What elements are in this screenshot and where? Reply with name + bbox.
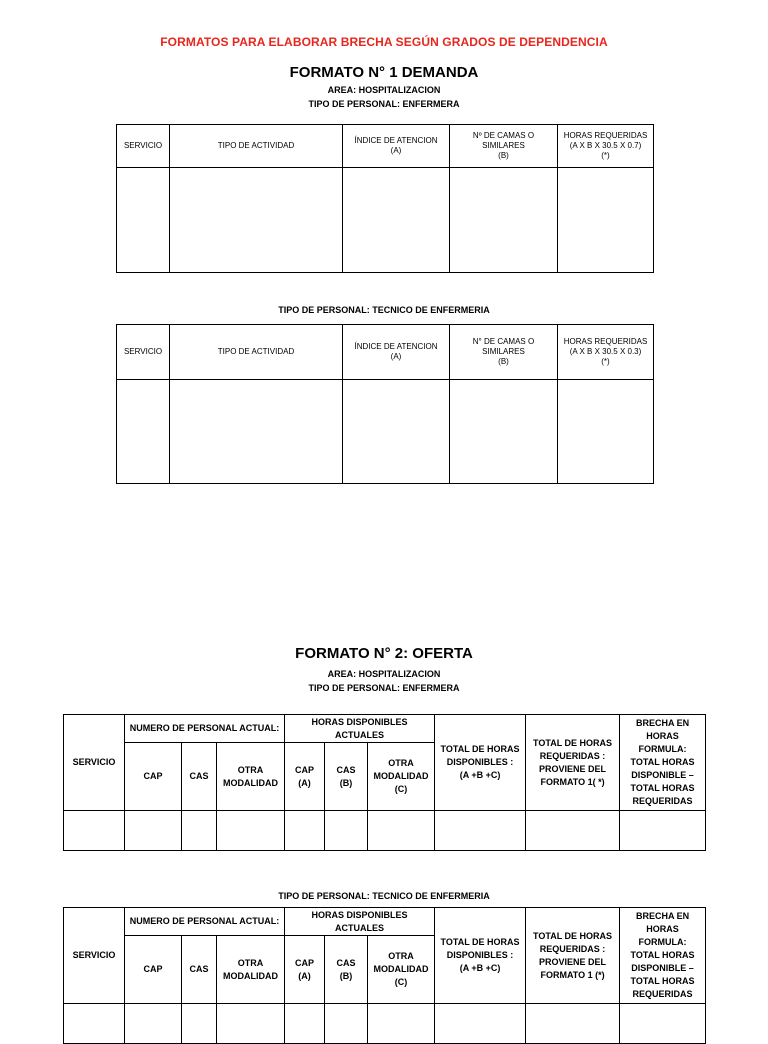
formato1-personal-enfermera: TIPO DE PERSONAL: ENFERMERA	[308, 99, 460, 109]
formato2-title: FORMATO N° 2: OFERTA	[295, 645, 473, 662]
header-tipo-actividad: TIPO DE ACTIVIDAD	[170, 325, 343, 380]
document-heading: FORMATOS PARA ELABORAR BRECHA SEGÚN GRADOS DE DEPENDENCIA	[160, 35, 608, 49]
header-cap: CAP	[125, 936, 182, 1004]
table-row	[117, 380, 654, 484]
cell-horas-requeridas[interactable]	[558, 168, 654, 273]
cell-horas-requeridas[interactable]	[558, 380, 654, 484]
header-cas: CAS	[182, 743, 217, 811]
header-otra-modalidad: OTRA MODALIDAD	[217, 743, 285, 811]
header-horas-requeridas: HORAS REQUERIDAS (A X B X 30.5 X 0.7) (*)	[558, 125, 654, 168]
cell-servicio[interactable]	[117, 380, 170, 484]
formato1-table-tecnico	[116, 324, 654, 484]
cell-cas[interactable]	[182, 811, 217, 851]
header-cap-a: CAP (A)	[285, 743, 325, 811]
header-horas-requeridas: HORAS REQUERIDAS (A X B X 30.5 X 0.3) (*)	[558, 325, 654, 380]
header-numero-personal: NUMERO DE PERSONAL ACTUAL:	[125, 908, 285, 936]
formato1-area: AREA: HOSPITALIZACION	[327, 85, 441, 95]
cell-servicio[interactable]	[64, 811, 125, 851]
header-cas-b: CAS (B)	[325, 936, 368, 1004]
header-camas: Nº DE CAMAS O SIMILARES (B)	[450, 125, 558, 168]
formato2-table-enfermera	[63, 714, 706, 851]
header-otra-modalidad: OTRA MODALIDAD	[217, 936, 285, 1004]
cell-total-disponibles[interactable]	[435, 811, 526, 851]
formato1-table-enfermera	[116, 124, 654, 273]
table-header-row	[64, 715, 706, 743]
table-header-row	[117, 325, 654, 380]
cell-tipo-actividad[interactable]	[170, 380, 343, 484]
cell-total-requeridas[interactable]	[526, 811, 620, 851]
header-brecha: BRECHA EN HORAS FORMULA: TOTAL HORAS DISPONIBLE – TOTAL HORAS REQUERIDAS	[620, 715, 706, 811]
header-total-requeridas: TOTAL DE HORAS REQUERIDAS : PROVIENE DEL FORMATO 1( *)	[526, 715, 620, 811]
cell-cap-a[interactable]	[285, 811, 325, 851]
header-indice-atencion: ÍNDICE DE ATENCION (A)	[343, 325, 450, 380]
cell-brecha[interactable]	[620, 811, 706, 851]
header-cap: CAP	[125, 743, 182, 811]
header-indice-atencion: ÍNDICE DE ATENCION (A)	[343, 125, 450, 168]
cell-servicio[interactable]	[117, 168, 170, 273]
header-horas-disponibles: HORAS DISPONIBLES ACTUALES	[285, 715, 435, 743]
header-servicio: SERVICIO	[64, 715, 125, 811]
formato1-title: FORMATO N° 1 DEMANDA	[289, 64, 479, 81]
cell-cas-b[interactable]	[325, 811, 368, 851]
formato1-personal-tecnico: TIPO DE PERSONAL: TECNICO DE ENFERMERIA	[278, 305, 490, 315]
header-total-disponibles: TOTAL DE HORAS DISPONIBLES : (A +B +C)	[435, 715, 526, 811]
header-total-disponibles: TOTAL DE HORAS DISPONIBLES : (A +B +C)	[435, 908, 526, 1004]
table-header-row	[117, 125, 654, 168]
header-otra-modalidad-c: OTRA MODALIDAD (C)	[368, 936, 435, 1004]
header-total-requeridas: TOTAL DE HORAS REQUERIDAS : PROVIENE DEL FORMATO 1 (*)	[526, 908, 620, 1004]
cell-camas[interactable]	[450, 168, 558, 273]
header-otra-modalidad-c: OTRA MODALIDAD (C)	[368, 743, 435, 811]
formato2-table-tecnico	[63, 907, 706, 1044]
header-servicio: SERVICIO	[64, 908, 125, 1004]
cell-camas[interactable]	[450, 380, 558, 484]
header-cas-b: CAS (B)	[325, 743, 368, 811]
header-camas: N° DE CAMAS O SIMILARES (B)	[450, 325, 558, 380]
table-header-row	[64, 908, 706, 936]
header-cap-a: CAP (A)	[285, 936, 325, 1004]
header-numero-personal: NUMERO DE PERSONAL ACTUAL:	[125, 715, 285, 743]
formato2-area: AREA: HOSPITALIZACION	[327, 669, 441, 679]
header-servicio: SERVICIO	[117, 325, 170, 380]
header-cas: CAS	[182, 936, 217, 1004]
cell-indice-atencion[interactable]	[343, 168, 450, 273]
header-tipo-actividad: TIPO DE ACTIVIDAD	[170, 125, 343, 168]
header-servicio: SERVICIO	[117, 125, 170, 168]
cell-cap[interactable]	[125, 811, 182, 851]
cell-indice-atencion[interactable]	[343, 380, 450, 484]
header-horas-disponibles: HORAS DISPONIBLES ACTUALES	[285, 908, 435, 936]
cell-tipo-actividad[interactable]	[170, 168, 343, 273]
table-row	[64, 811, 706, 851]
header-brecha: BRECHA EN HORAS FORMULA: TOTAL HORAS DISPONIBLE – TOTAL HORAS REQUERIDAS	[620, 908, 706, 1004]
formato2-personal-tecnico: TIPO DE PERSONAL: TECNICO DE ENFERMERIA	[278, 891, 490, 901]
cell-otra-modalidad-c[interactable]	[368, 811, 435, 851]
cell-otra-modalidad[interactable]	[217, 811, 285, 851]
formato2-personal-enfermera: TIPO DE PERSONAL: ENFERMERA	[308, 683, 460, 693]
table-row	[117, 168, 654, 273]
